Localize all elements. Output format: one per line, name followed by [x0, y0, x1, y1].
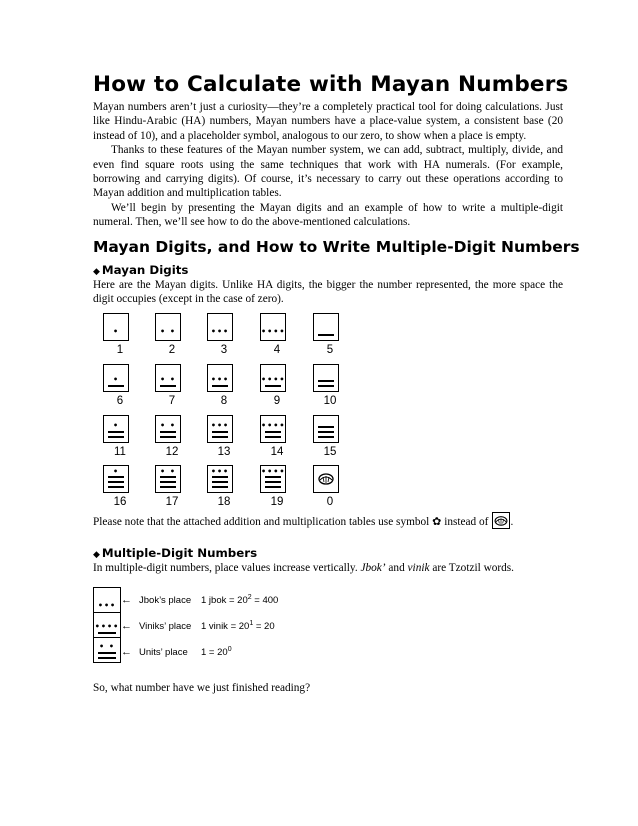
- word-vinik: vinik: [407, 562, 430, 574]
- place-exponent: 2: [247, 593, 252, 601]
- digits-description: Here are the Mayan digits. Unlike HA digits, the bigger the number represented, the more space the digit occupies (except in the case of zero).: [93, 279, 563, 306]
- mayan-digit-12: [147, 415, 197, 465]
- mayan-glyph: •••: [207, 415, 233, 443]
- mayan-digit-4: [252, 313, 302, 363]
- mayan-digit-2: [147, 313, 197, 363]
- mayan-glyph: [313, 465, 339, 493]
- mayan-digit-3: [199, 313, 249, 363]
- left-arrow-icon: ←: [121, 620, 132, 632]
- jbok-place-glyph: •••: [93, 587, 121, 613]
- mayan-glyph: •: [103, 313, 129, 341]
- subsection-heading-text: Multiple-Digit Numbers: [101, 546, 258, 560]
- mayan-digit-17: [147, 465, 197, 515]
- vinik-place-glyph: ••••: [93, 612, 121, 638]
- note-text-end: .: [510, 516, 514, 528]
- subsection-heading-text: Mayan Digits: [101, 263, 189, 277]
- note-text-mid: instead of: [444, 516, 489, 528]
- mayan-digit-1: [95, 313, 145, 363]
- mayan-glyph: ••••: [260, 415, 286, 443]
- mayan-glyph: ••••: [260, 465, 286, 493]
- mayan-glyph: • •: [155, 364, 181, 392]
- mayan-digit-8: [199, 364, 249, 414]
- mayan-digit-14: [252, 415, 302, 465]
- mayan-glyph: ••••: [260, 364, 286, 392]
- mayan-digit-11: [95, 415, 145, 465]
- digit-label: 12: [165, 446, 179, 458]
- mayan-glyph: • •: [155, 465, 181, 493]
- digit-label: 9: [273, 395, 281, 407]
- mayan-digit-7: [147, 364, 197, 414]
- left-arrow-icon: ←: [121, 594, 132, 606]
- digit-label: 5: [326, 344, 334, 356]
- note-text-start: Please note that the attached addition and multiplication tables use symbol: [93, 516, 430, 528]
- digit-label: 15: [323, 446, 337, 458]
- mayan-glyph: • •: [155, 415, 181, 443]
- units-place-glyph: • •: [93, 637, 121, 663]
- mayan-glyph: •: [103, 364, 129, 392]
- place-result: = 20: [253, 621, 275, 632]
- place-row-jbok: [121, 594, 278, 606]
- shell-zero-icon: [318, 472, 334, 485]
- flower-symbol-icon: ✿: [432, 515, 442, 528]
- place-row-vinik: [121, 620, 275, 632]
- subsection-heading-mayan-digits: [93, 263, 188, 277]
- intro-paragraph-3: We’ll begin by presenting the Mayan digits and an example of how to write a multiple-digit numeral. Then, we’ll see how to do the above-mentioned calculations.: [93, 201, 563, 229]
- closing-question: So, what number have we just finished reading?: [93, 682, 311, 694]
- digit-label: 17: [165, 496, 179, 508]
- left-arrow-icon: ←: [121, 646, 132, 658]
- place-name: Viniks’ place: [139, 621, 192, 632]
- desc-text-start: In multiple-digit numbers, place values increase vertically.: [93, 562, 358, 574]
- mayan-digit-10: [305, 364, 355, 414]
- mayan-digit-0: [305, 465, 355, 515]
- word-jbok: Jbok’: [360, 562, 386, 574]
- place-result: = 400: [251, 595, 279, 606]
- mayan-glyph: [313, 364, 339, 392]
- desc-text-end: are Tzotzil words.: [432, 562, 515, 574]
- mayan-glyph: [313, 415, 339, 443]
- digit-label: 0: [326, 496, 334, 508]
- intro-paragraph-2: Thanks to these features of the Mayan number system, we can add, subtract, multiply, divide, and even find square roots using the same techniques that work with HA numerals. (For example, borrowing and carrying digits). Of course, it’s necessary to carry out these operations according to Mayan addition and multiplication tables.: [93, 144, 563, 200]
- mayan-digit-18: [199, 465, 249, 515]
- diamond-bullet-icon: ◆: [93, 550, 100, 560]
- intro-paragraph-1: Mayan numbers aren’t just a curiosity—they’re a completely practical tool for doing calculations. Just like Hindu-Arabic (HA) numbers, Mayan numbers have a place-value system, a consistent base (20 instead of 10), and a placeholder symbol, analogous to our zero, to show when a place is empty.: [93, 101, 563, 142]
- inline-shell-zero-icon: [492, 512, 510, 529]
- place-value: 1 vinik = 20: [201, 621, 250, 632]
- digit-label: 16: [113, 496, 127, 508]
- digit-label: 10: [323, 395, 337, 407]
- mayan-glyph: •: [103, 465, 129, 493]
- mayan-glyph: •••: [207, 465, 233, 493]
- subsection-heading-multiple-digit: [93, 546, 257, 560]
- mayan-digit-16: [95, 465, 145, 515]
- place-value: 1 = 20: [201, 647, 228, 658]
- digit-label: 4: [273, 344, 281, 356]
- digit-label: 18: [217, 496, 231, 508]
- zero-symbol-note: [93, 512, 513, 529]
- mayan-glyph: •••: [207, 364, 233, 392]
- place-name: Units’ place: [139, 647, 188, 658]
- place-exponent: 0: [227, 645, 232, 653]
- mayan-glyph: [313, 313, 339, 341]
- desc-text-mid: and: [388, 562, 405, 574]
- digit-label: 7: [168, 395, 176, 407]
- place-value: 1 jbok = 20: [201, 595, 248, 606]
- digit-label: 19: [270, 496, 284, 508]
- place-exponent: 1: [249, 619, 254, 627]
- page-title: How to Calculate with Mayan Numbers: [93, 72, 569, 97]
- place-row-units: [121, 646, 232, 658]
- place-name: Jbok’s place: [139, 595, 192, 606]
- mayan-digit-13: [199, 415, 249, 465]
- section-heading-digits: Mayan Digits, and How to Write Multiple-Digit Numbers: [93, 238, 580, 256]
- digit-label: 3: [220, 344, 228, 356]
- mayan-digit-19: [252, 465, 302, 515]
- multiple-digit-description: [93, 561, 563, 575]
- intro-section: [93, 100, 563, 230]
- mayan-digit-9: [252, 364, 302, 414]
- mayan-digit-15: [305, 415, 355, 465]
- digit-label: 14: [270, 446, 284, 458]
- digit-label: 13: [217, 446, 231, 458]
- digit-label: 11: [114, 446, 126, 458]
- mayan-digit-5: [305, 313, 355, 363]
- mayan-glyph: •••: [207, 313, 233, 341]
- digit-label: 8: [220, 395, 228, 407]
- digit-label: 6: [116, 395, 124, 407]
- mayan-glyph: •: [103, 415, 129, 443]
- mayan-glyph: • •: [155, 313, 181, 341]
- mayan-glyph: ••••: [260, 313, 286, 341]
- digit-label: 1: [116, 344, 124, 356]
- digit-label: 2: [168, 344, 176, 356]
- diamond-bullet-icon: ◆: [93, 267, 100, 277]
- mayan-digit-6: [95, 364, 145, 414]
